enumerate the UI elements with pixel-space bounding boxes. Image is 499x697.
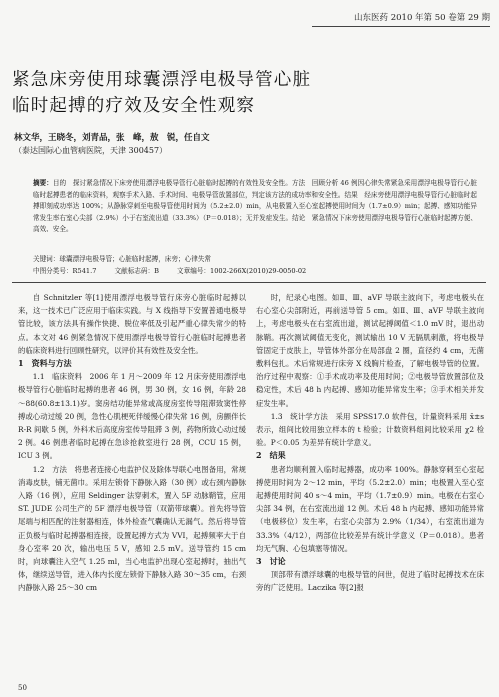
article-title-line-1: 紧急床旁使用球囊漂浮电极导管心脏 xyxy=(12,70,312,90)
abstract-label: 摘要： xyxy=(33,179,53,187)
abstract xyxy=(33,178,477,236)
right-column-paragraph: 顶部带有漂浮球囊的电极导管的问世，促进了临时起搏技术在床旁的广泛使用。Laczika 等[2]报 xyxy=(256,570,484,593)
clc-number: 中图分类号：R541.7 xyxy=(33,267,97,275)
article-number: 文章编号：1002-266X(2010)29-0050-02 xyxy=(177,267,307,275)
right-column-paragraph: 1.3 统计学方法 采用 SPSS17.0 软件包，计量资料采用 x̄±s 表示，组间比较用独立样本的 t 检验；计数资料组间比较采用 χ2 检验。P＜0.05 为差异有统计学意义。 xyxy=(256,411,484,448)
right-text-column xyxy=(256,291,484,595)
classification-line xyxy=(33,266,477,277)
article-title-line-2: 临时起搏的疗效及安全性观察 xyxy=(12,96,256,116)
abstract-text: 目的 探讨紧急情况下床旁使用漂浮电极导管行心脏临时起搏的有效性及安全性。方法 回顾分析 46 例因心律失常紧急采用漂浮电极导管行心脏临时起搏患者的临床资料，观察手术入路、手术时间、电极导管放置部位，判定该方法的成功率和安全性。结果 经床旁使用漂浮电极导管行心脏临时起搏即刻成功率达 100%；从静脉穿刺至电极导管使用时间为（5.2±2.0）min，从电极置入至心室起搏使用时间为（1.7±0.9）min；起搏、感知功能异常发生率右室心尖部（2.9%）小于右室流出道（33.3%）（P＝0.018）；无并发症发生。结论 紧急情况下床旁使用漂浮电极导管行心脏临时起搏方便、高效、安全。 xyxy=(33,179,477,233)
right-column-paragraph: 患者均顺利置入临时起搏器，成功率 100%。静脉穿刺至心室起搏使用时间为 2～12 min，平均（5.2±2.0）min；电极置入至心室起搏使用时间 40 s～4 min，平均（1.7±0.9）min。电极在右室心尖部 34 例，在右室流出道 12 例。术后 48 h 内起搏、感知功能异常（电极移位）发生率，右室心尖部为 2.9%（1/34），右室流出道为 33.3%（4/12），两部位比较差异有统计学意义（P＝0.018）。患者均无气胸、心包填塞等情况。 xyxy=(256,464,484,553)
right-column-section-heading: 3 讨论 xyxy=(256,556,286,567)
right-column-section-heading: 2 结果 xyxy=(256,450,286,461)
section-divider xyxy=(12,282,486,283)
left-column-paragraph: 1.2 方法 将患者连接心电监护仪及除体导联心电图备用，常规消毒皮肤，铺无菌巾。采用左锁骨下静脉入路（30 例）或右颈内静脉入路（16 例），应用 Seldinger 法穿刺术，置入 5F 动脉鞘管，应用 ST. JUDE 公司生产的 5F 漂浮电极导管（双箭带球囊）。首先将导管尾端与相匹配的注射器相连，体外检查气囊确认无漏气。然后将导管正负极与临时起搏器相连接，设置起搏方式为 VVI，起搏频率大于自身心室率 20 次，输出电压 5 V，感知 2.5 mV。送导管约 15 cm 时，向球囊注入空气 1.25 ml，当心电监护出现心室起搏时，抽出气体，继续送导管，进入体内长度左锁骨下静脉入路 30～35 cm，右颈内静脉入路 25～30 cm xyxy=(18,464,246,593)
keywords: 关键词：球囊漂浮电极导管；心脏临时起搏，床旁；心律失常 xyxy=(33,255,212,263)
right-column-paragraph: 时，纪录心电图。如Ⅱ、Ⅲ、aVF 导联主波向下，考虑电极头在右心室心尖部附近，再前送导管 5 cm。如Ⅱ、Ⅲ、aVF 导联主波向上，考虑电极头在右室流出道，测试起搏阈值＜1.0 mV 时，退出动脉鞘。再次测试阈值无变化，测试输出 10 V 无膈肌刺激，将电极导管固定于皮肤上，导管体外部分在局部盘 2 圈，直径约 4 cm，无菌敷料包扎。术后常规进行床旁 X 线胸片检查，了解电极导管的位置。治疗过程中观察：①手术成功率及使用时间；②电极导管放置部位及稳定性，术后 48 h 内起搏、感知功能异常发生率；③手术相关并发症发生率。 xyxy=(256,293,484,408)
left-column-paragraph: 1.1 临床资料 2006 年 1 月～2009 年 12 月床旁使用漂浮电极导管行心脏临时起搏的患者 46 例，男 30 例，女 16 例，年龄 28～88(60.8±13.1)岁。窦房结功能异常或高度房室传导阻滞致窦性停搏或心动过缓 20 例，急性心肌梗死伴缓慢心律失常 16 例，房颤伴长 R-R 间歇 5 例，外科术后高度房室传导阻滞 3 例，药物所致心动过缓 2 例。46 例患者临时起搏在急诊抢救室进行 28 例，CCU 15 例，ICU 3 例。 xyxy=(18,372,246,461)
left-text-column xyxy=(18,291,246,595)
affiliation: （泰达国际心血管病医院，天津 300457） xyxy=(14,146,168,155)
document-code: 文献标志码：B xyxy=(114,267,159,275)
left-column-section-heading: 1 资料与方法 xyxy=(18,358,72,369)
left-column-paragraph: 自 Schnitzler 等[1]使用漂浮电极导管行床旁心脏临时起搏以来，这一技术已广泛应用于临床实践。与 X 线指导下安置普通电极导管比较，该方法具有操作快捷、脱位率低及引起严重心律失常少的特点。本文对 46 例紧急情况下使用漂浮电极导管行心脏临时起搏患者的临床资料进行回顾性研究，以评价其有效性及安全性。 xyxy=(18,293,246,355)
journal-header: 山东医药 2010 年第 50 卷第 29 期 xyxy=(312,10,490,27)
author-list: 林文华，王晓冬，刘青品，张 峰，敖 锐，任自文 xyxy=(14,133,210,143)
page-number: 50 xyxy=(18,684,27,692)
